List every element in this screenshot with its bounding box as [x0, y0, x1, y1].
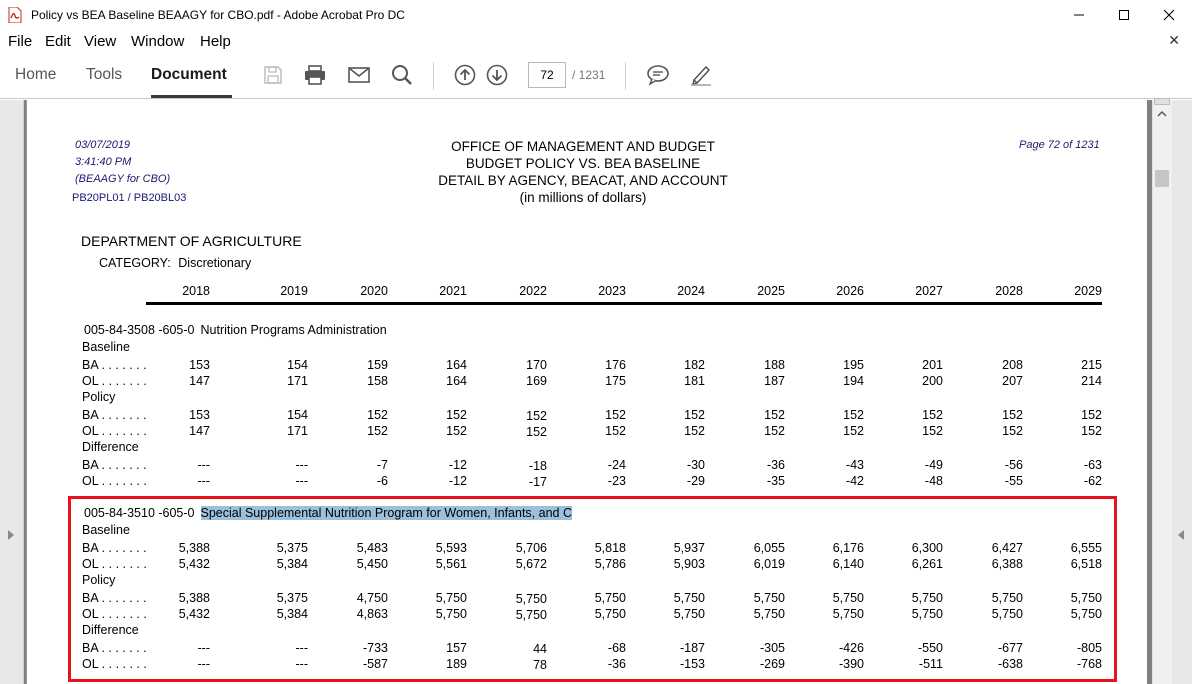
table-cell: -30: [686, 458, 705, 472]
row-label: OL . . . . . . .: [82, 557, 147, 571]
table-cell: 5,561: [435, 557, 467, 571]
menu-bar: [0, 30, 1192, 52]
page-number-input[interactable]: 72: [528, 62, 566, 88]
table-cell: 169: [526, 374, 547, 388]
tab-tools[interactable]: Tools: [86, 66, 123, 83]
active-tab-indicator: [151, 95, 232, 98]
comment-icon: [646, 64, 670, 86]
tab-home[interactable]: Home: [15, 66, 57, 83]
table-cell: 152: [526, 425, 547, 439]
row-label: OL . . . . . . .: [82, 474, 147, 488]
table-cell: 157: [446, 641, 467, 655]
sign-button[interactable]: [689, 63, 713, 87]
table-cell: -733: [362, 641, 388, 655]
table-cell: -17: [528, 475, 547, 489]
account-code: 005-84-3510 -605-0: [84, 506, 195, 520]
menu-file[interactable]: File: [8, 33, 33, 50]
menu-view[interactable]: View: [84, 33, 117, 50]
table-cell: 5,388: [178, 591, 210, 605]
account-name: Nutrition Programs Administration: [200, 323, 387, 337]
table-cell: -12: [448, 458, 467, 472]
vertical-scrollbar[interactable]: [1152, 100, 1172, 684]
table-cell: -43: [845, 458, 864, 472]
table-cell: 5,750: [515, 592, 547, 606]
department-heading: DEPARTMENT OF AGRICULTURE: [81, 233, 302, 249]
table-cell: 5,593: [435, 541, 467, 555]
table-cell: -24: [607, 458, 626, 472]
table-cell: -23: [607, 474, 626, 488]
report-units-text: (in millions of dollars): [519, 190, 647, 205]
table-cell: 195: [843, 358, 864, 372]
table-cell: -677: [997, 641, 1023, 655]
table-cell: 181: [684, 374, 705, 388]
table-cell: -426: [838, 641, 864, 655]
expand-right-panel-icon[interactable]: [1178, 530, 1184, 540]
page-total-label: / 1231: [572, 68, 606, 82]
year-column-header: 2025: [757, 284, 785, 298]
table-cell: 5,672: [515, 557, 547, 571]
table-cell: 5,750: [753, 607, 785, 621]
year-column-header: 2029: [1074, 284, 1102, 298]
table-cell: 147: [189, 424, 210, 438]
save-button[interactable]: [261, 63, 285, 87]
table-cell: 152: [605, 424, 626, 438]
row-label: BA . . . . . . .: [82, 358, 147, 372]
section-label: Difference: [82, 623, 139, 637]
table-cell: ---: [295, 657, 308, 671]
table-cell: -7: [376, 458, 388, 472]
table-cell: 152: [1002, 408, 1023, 422]
table-cell: -768: [1076, 657, 1102, 671]
expand-left-panel-icon[interactable]: [8, 530, 14, 540]
table-cell: 153: [189, 408, 210, 422]
table-cell: 158: [367, 374, 388, 388]
table-cell: 5,750: [753, 591, 785, 605]
next-page-button[interactable]: [485, 63, 509, 87]
table-cell: 152: [843, 408, 864, 422]
table-cell: 5,384: [276, 557, 308, 571]
account-code: 005-84-3508 -605-0: [84, 323, 195, 337]
print-icon: [304, 65, 326, 85]
year-column-header: 2022: [519, 284, 547, 298]
table-cell: 5,750: [515, 608, 547, 622]
pen-icon: [689, 64, 713, 86]
table-cell: 6,518: [1070, 557, 1102, 571]
section-label: Difference: [82, 440, 139, 454]
account-name[interactable]: Special Supplemental Nutrition Program for Women, Infants, and C: [200, 506, 572, 520]
table-cell: ---: [295, 474, 308, 488]
table-cell: 189: [446, 657, 467, 671]
table-cell: 78: [533, 658, 547, 672]
row-label: OL . . . . . . .: [82, 374, 147, 388]
table-cell: 5,750: [435, 607, 467, 621]
section-label: Baseline: [82, 340, 130, 354]
category-value: Discretionary: [178, 256, 252, 270]
table-cell: 5,384: [276, 607, 308, 621]
table-cell: 207: [1002, 374, 1023, 388]
category-label: CATEGORY:: [99, 256, 171, 270]
print-button[interactable]: [303, 63, 327, 87]
table-cell: 5,706: [515, 541, 547, 555]
table-cell: 154: [287, 408, 308, 422]
table-cell: ---: [295, 641, 308, 655]
table-cell: 44: [533, 642, 547, 656]
title-bar: [0, 0, 1192, 30]
header-rule: [146, 302, 1102, 305]
table-cell: -587: [362, 657, 388, 671]
table-cell: 214: [1081, 374, 1102, 388]
table-cell: 152: [1081, 424, 1102, 438]
row-label: OL . . . . . . .: [82, 424, 147, 438]
table-cell: 5,432: [178, 557, 210, 571]
table-cell: 4,863: [356, 607, 388, 621]
arrow-up-circle-icon: [454, 64, 476, 86]
table-cell: 171: [287, 374, 308, 388]
table-cell: 215: [1081, 358, 1102, 372]
table-cell: 147: [189, 374, 210, 388]
mail-icon: [348, 67, 370, 83]
table-cell: -36: [607, 657, 626, 671]
table-cell: ---: [197, 474, 210, 488]
window-title: Policy vs BEA Baseline BEAAGY for CBO.pdf - Adobe Acrobat Pro DC: [31, 8, 405, 22]
search-icon: [391, 64, 413, 86]
account-title: [84, 323, 387, 337]
table-cell: 176: [605, 358, 626, 372]
row-label: BA . . . . . . .: [82, 458, 147, 472]
table-cell: 164: [446, 358, 467, 372]
table-cell: -269: [759, 657, 785, 671]
table-cell: 152: [1002, 424, 1023, 438]
table-cell: 194: [843, 374, 864, 388]
maximize-icon: [1118, 9, 1130, 21]
table-cell: 6,427: [991, 541, 1023, 555]
table-cell: 159: [367, 358, 388, 372]
table-cell: 6,140: [832, 557, 864, 571]
table-cell: 5,483: [356, 541, 388, 555]
year-column-header: 2027: [915, 284, 943, 298]
table-cell: 171: [287, 424, 308, 438]
table-cell: 164: [446, 374, 467, 388]
year-column-header: 2020: [360, 284, 388, 298]
table-cell: -550: [917, 641, 943, 655]
table-cell: 5,750: [991, 607, 1023, 621]
table-cell: -153: [679, 657, 705, 671]
table-cell: 208: [1002, 358, 1023, 372]
table-cell: 152: [922, 424, 943, 438]
table-cell: 152: [367, 408, 388, 422]
toolbar-separator: [433, 62, 434, 90]
split-handle[interactable]: [1154, 98, 1170, 105]
table-cell: 170: [526, 358, 547, 372]
table-cell: -35: [766, 474, 785, 488]
table-cell: 6,555: [1070, 541, 1102, 555]
table-cell: 152: [446, 424, 467, 438]
row-label: OL . . . . . . .: [82, 657, 147, 671]
table-cell: 201: [922, 358, 943, 372]
year-column-header: 2023: [598, 284, 626, 298]
section-label: Baseline: [82, 523, 130, 537]
table-cell: 4,750: [356, 591, 388, 605]
table-cell: 5,750: [1070, 591, 1102, 605]
menu-edit[interactable]: Edit: [45, 33, 71, 50]
row-label: BA . . . . . . .: [82, 408, 147, 422]
table-cell: 5,750: [673, 591, 705, 605]
year-column-header: 2021: [439, 284, 467, 298]
table-cell: 6,019: [753, 557, 785, 571]
minimize-icon: [1073, 9, 1085, 21]
table-cell: ---: [197, 458, 210, 472]
right-panel-toggle[interactable]: [1172, 100, 1192, 684]
table-cell: 152: [843, 424, 864, 438]
previous-page-button[interactable]: [453, 63, 477, 87]
report-time: 3:41:40 PM: [75, 156, 132, 168]
table-cell: -638: [997, 657, 1023, 671]
toolbar-separator: [625, 62, 626, 90]
arrow-down-circle-icon: [486, 64, 508, 86]
table-cell: ---: [197, 657, 210, 671]
close-icon: [1163, 9, 1175, 21]
maximize-button[interactable]: [1101, 0, 1147, 30]
table-cell: 152: [526, 409, 547, 423]
table-cell: 5,937: [673, 541, 705, 555]
table-cell: 5,750: [911, 591, 943, 605]
table-cell: 5,450: [356, 557, 388, 571]
table-cell: 182: [684, 358, 705, 372]
table-cell: -48: [924, 474, 943, 488]
table-cell: 5,750: [435, 591, 467, 605]
table-cell: 152: [764, 408, 785, 422]
year-column-header: 2028: [995, 284, 1023, 298]
table-cell: 5,375: [276, 591, 308, 605]
report-date: 03/07/2019: [75, 139, 131, 151]
comment-button[interactable]: [646, 63, 670, 87]
table-cell: 152: [684, 408, 705, 422]
table-cell: 5,750: [832, 591, 864, 605]
table-cell: -56: [1004, 458, 1023, 472]
table-cell: 5,750: [1070, 607, 1102, 621]
table-cell: -62: [1083, 474, 1102, 488]
table-cell: -63: [1083, 458, 1102, 472]
highlight-annotation-box: [68, 496, 1117, 682]
table-cell: 5,750: [991, 591, 1023, 605]
table-cell: -42: [845, 474, 864, 488]
row-label: OL . . . . . . .: [82, 607, 147, 621]
table-cell: -18: [528, 459, 547, 473]
close-window-button[interactable]: [1146, 0, 1192, 30]
table-cell: 6,300: [911, 541, 943, 555]
table-cell: 187: [764, 374, 785, 388]
table-cell: 152: [605, 408, 626, 422]
table-cell: 5,750: [594, 591, 626, 605]
year-column-header: 2018: [182, 284, 210, 298]
tab-document[interactable]: Document: [151, 66, 227, 83]
report-title-3-text: DETAIL BY AGENCY, BEACAT, AND ACCOUNT: [438, 173, 728, 188]
report-subtitle: (BEAAGY for CBO): [75, 173, 171, 185]
row-label: BA . . . . . . .: [82, 591, 147, 605]
table-cell: -187: [679, 641, 705, 655]
table-cell: 153: [189, 358, 210, 372]
table-cell: 175: [605, 374, 626, 388]
table-cell: -305: [759, 641, 785, 655]
menu-window[interactable]: Window: [131, 33, 185, 50]
table-cell: 154: [287, 358, 308, 372]
table-cell: 5,750: [673, 607, 705, 621]
report-code: PB20PL01 / PB20BL03: [72, 192, 187, 204]
table-cell: 200: [922, 374, 943, 388]
category-line: [99, 256, 251, 270]
table-cell: 152: [922, 408, 943, 422]
table-cell: 152: [367, 424, 388, 438]
page-of-label: Page 72 of 1231: [1019, 139, 1100, 151]
table-cell: -511: [918, 657, 943, 671]
table-cell: 6,261: [911, 557, 943, 571]
year-column-header: 2019: [280, 284, 308, 298]
table-cell: 5,818: [594, 541, 626, 555]
table-cell: -390: [838, 657, 864, 671]
table-cell: -12: [448, 474, 467, 488]
year-column-header: 2024: [677, 284, 705, 298]
search-button[interactable]: [390, 63, 414, 87]
table-cell: 152: [446, 408, 467, 422]
close-document-icon[interactable]: ✕: [1168, 32, 1180, 48]
table-cell: 6,055: [753, 541, 785, 555]
table-cell: 5,432: [178, 607, 210, 621]
table-cell: -36: [766, 458, 785, 472]
table-cell: 6,176: [832, 541, 864, 555]
table-cell: 5,903: [673, 557, 705, 571]
table-cell: 5,388: [178, 541, 210, 555]
report-title-1-text: OFFICE OF MANAGEMENT AND BUDGET: [451, 139, 715, 154]
scroll-up-icon[interactable]: [1157, 110, 1167, 118]
table-cell: ---: [295, 458, 308, 472]
table-cell: 152: [764, 424, 785, 438]
table-cell: -55: [1004, 474, 1023, 488]
report-title-2-text: BUDGET POLICY VS. BEA BASELINE: [465, 156, 701, 171]
table-cell: -6: [376, 474, 388, 488]
menu-help[interactable]: Help: [200, 33, 231, 50]
pdf-file-icon: [8, 7, 22, 23]
section-label: Policy: [82, 390, 116, 404]
section-label: Policy: [82, 573, 116, 587]
table-cell: 152: [684, 424, 705, 438]
table-cell: 188: [764, 358, 785, 372]
table-cell: -49: [924, 458, 943, 472]
left-panel-toggle[interactable]: [0, 100, 24, 684]
year-column-header: 2026: [836, 284, 864, 298]
save-icon: [263, 65, 283, 85]
row-label: BA . . . . . . .: [82, 541, 147, 555]
table-cell: 152: [1081, 408, 1102, 422]
table-cell: 5,375: [276, 541, 308, 555]
table-cell: 5,750: [911, 607, 943, 621]
table-cell: -805: [1076, 641, 1102, 655]
row-label: BA . . . . . . .: [82, 641, 147, 655]
scrollbar-thumb[interactable]: [1155, 170, 1169, 187]
table-cell: 5,786: [594, 557, 626, 571]
table-cell: -68: [607, 641, 626, 655]
table-cell: 6,388: [991, 557, 1023, 571]
table-cell: ---: [197, 641, 210, 655]
table-cell: 5,750: [832, 607, 864, 621]
table-cell: -29: [686, 474, 705, 488]
minimize-button[interactable]: [1056, 0, 1102, 30]
table-cell: 5,750: [594, 607, 626, 621]
email-button[interactable]: [347, 63, 371, 87]
